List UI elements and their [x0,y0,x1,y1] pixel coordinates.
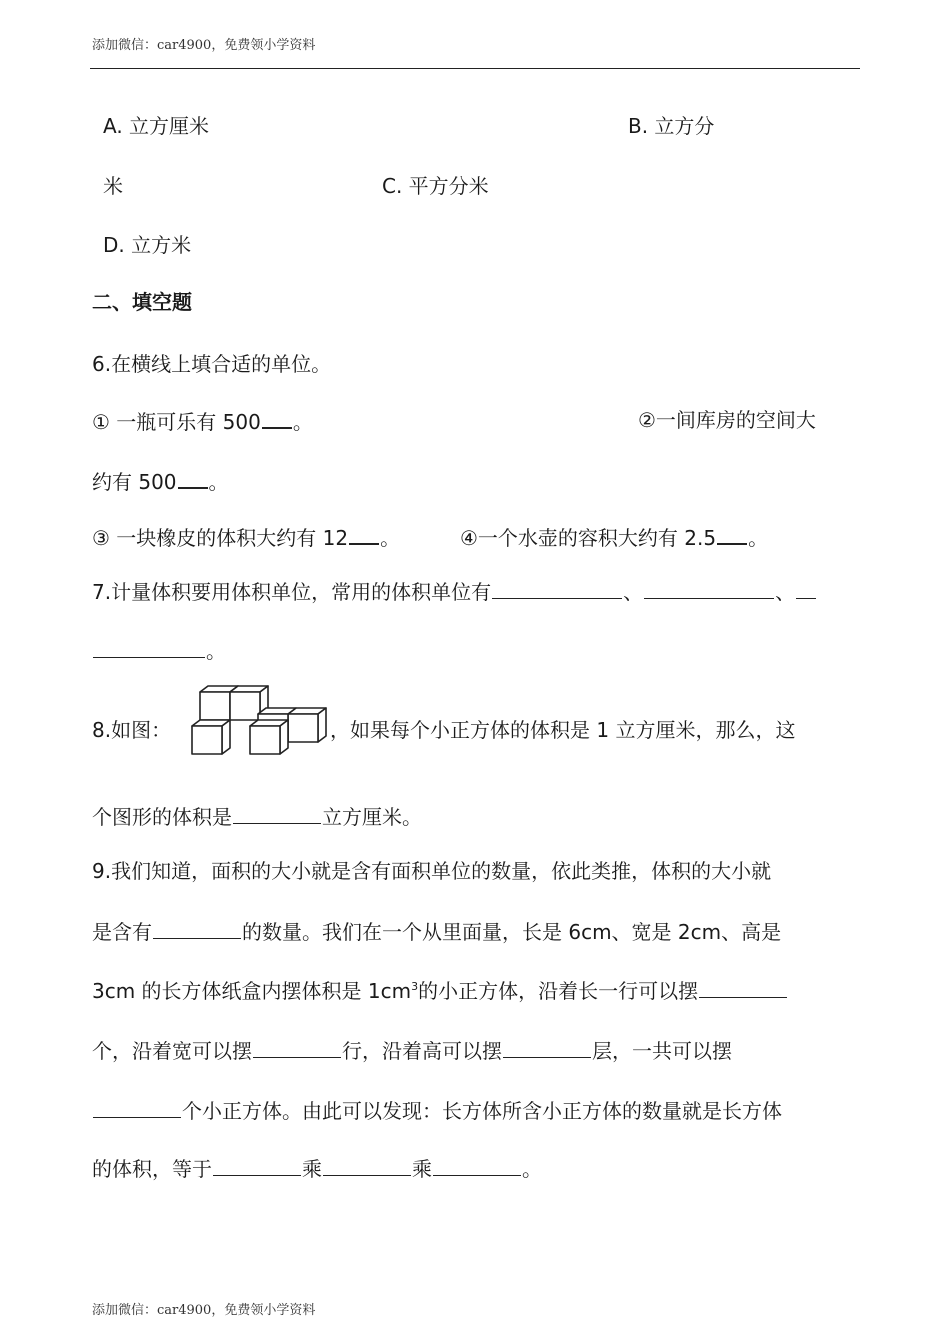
blank[interactable] [492,578,622,599]
blank[interactable] [233,803,321,824]
q8-line2-b: 立方厘米。 [322,805,422,829]
cube-front-right [250,720,288,754]
q6-item2-text: 约有 500 [92,470,177,494]
blank[interactable] [644,578,774,599]
option-c: C. 平方分米 [382,174,489,198]
q7-stem: 7.计量体积要用体积单位，常用的体积单位有 [92,580,492,604]
q9-line6-d: 。 [522,1157,542,1181]
q9-line6-c: 乘 [412,1157,432,1181]
option-a: A. 立方厘米 [103,114,210,138]
q9-line3 [92,977,788,1004]
q9-line1: 9.我们知道，面积的大小就是含有面积单位的数量，依此类推，体积的大小就 [92,859,772,883]
q8-text: ，如果每个小正方体的体积是 1 立方厘米，那么，这 [330,718,796,742]
page-header: 添加微信：car4900，免费领小学资料 [92,38,316,53]
period: 。 [380,526,401,550]
q6-item2-wrap [92,467,229,495]
separator: 、 [775,580,796,604]
q6-item4-text: ④一个水壶的容积大约有 2.5 [460,526,717,550]
cube-front-left [192,720,230,754]
q9-line5-text: 个小正方体。由此可以发现：长方体所含小正方体的数量就是长方体 [182,1099,782,1123]
blank[interactable] [323,1155,411,1176]
blank[interactable] [213,1155,301,1176]
q9-line3-a: 3cm 的长方体纸盒内摆体积是 1cm [92,979,412,1003]
blank[interactable] [796,578,816,599]
cube-figure [186,684,330,756]
period: 。 [292,410,313,434]
q6-item2: ②一间库房的空间大 [638,408,816,432]
q6-item1-text: ① 一瓶可乐有 500 [92,410,261,434]
q9-line4 [92,1037,732,1064]
q9-line2 [92,918,781,945]
q7-line2 [92,637,226,664]
option-b-wrap: 米 [103,174,123,198]
q9-line2-a: 是含有 [92,920,152,944]
q9-line4-a: 个，沿着宽可以摆 [92,1039,252,1063]
blank[interactable] [349,523,379,545]
q9-line2-b: 的数量。我们在一个从里面量，长是 6cm、宽是 2cm、高是 [242,920,782,944]
blank[interactable] [433,1155,521,1176]
q8-line2 [92,803,422,830]
option-d: D. 立方米 [103,233,192,257]
period: 。 [748,526,769,550]
blank[interactable] [503,1037,591,1058]
blank[interactable] [178,467,208,489]
q9-line6 [92,1155,542,1182]
q6-item1 [92,407,313,435]
q9-line5 [92,1097,782,1124]
q6-stem: 6.在横线上填合适的单位。 [92,352,332,376]
q9-line6-b: 乘 [302,1157,322,1181]
q9-line4-b: 行，沿着高可以摆 [342,1039,502,1063]
q9-line6-a: 的体积，等于 [92,1157,212,1181]
option-b: B. 立方分 [628,114,715,138]
superscript: 3 [411,980,419,993]
page-footer: 添加微信：car4900，免费领小学资料 [92,1303,316,1318]
q9-line4-c: 层，一共可以摆 [592,1039,732,1063]
separator: 、 [623,580,644,604]
q6-item4 [460,523,768,551]
blank[interactable] [93,1097,181,1118]
q9-line3-b: 的小正方体，沿着长一行可以摆 [418,979,699,1003]
header-divider [90,68,860,69]
q6-item3-text: ③ 一块橡皮的体积大约有 12 [92,526,349,550]
blank[interactable] [93,637,205,658]
q8-prefix: 8.如图： [92,718,172,742]
cube-back-right [288,708,326,742]
q7-line1 [92,578,817,605]
period: 。 [208,470,229,494]
blank[interactable] [153,918,241,939]
section-title: 二、填空题 [92,290,192,314]
q8-line2-a: 个图形的体积是 [92,805,232,829]
period: 。 [206,639,226,663]
blank[interactable] [717,523,747,545]
blank[interactable] [699,977,787,998]
blank[interactable] [253,1037,341,1058]
q6-item3 [92,523,400,551]
blank[interactable] [262,407,292,429]
